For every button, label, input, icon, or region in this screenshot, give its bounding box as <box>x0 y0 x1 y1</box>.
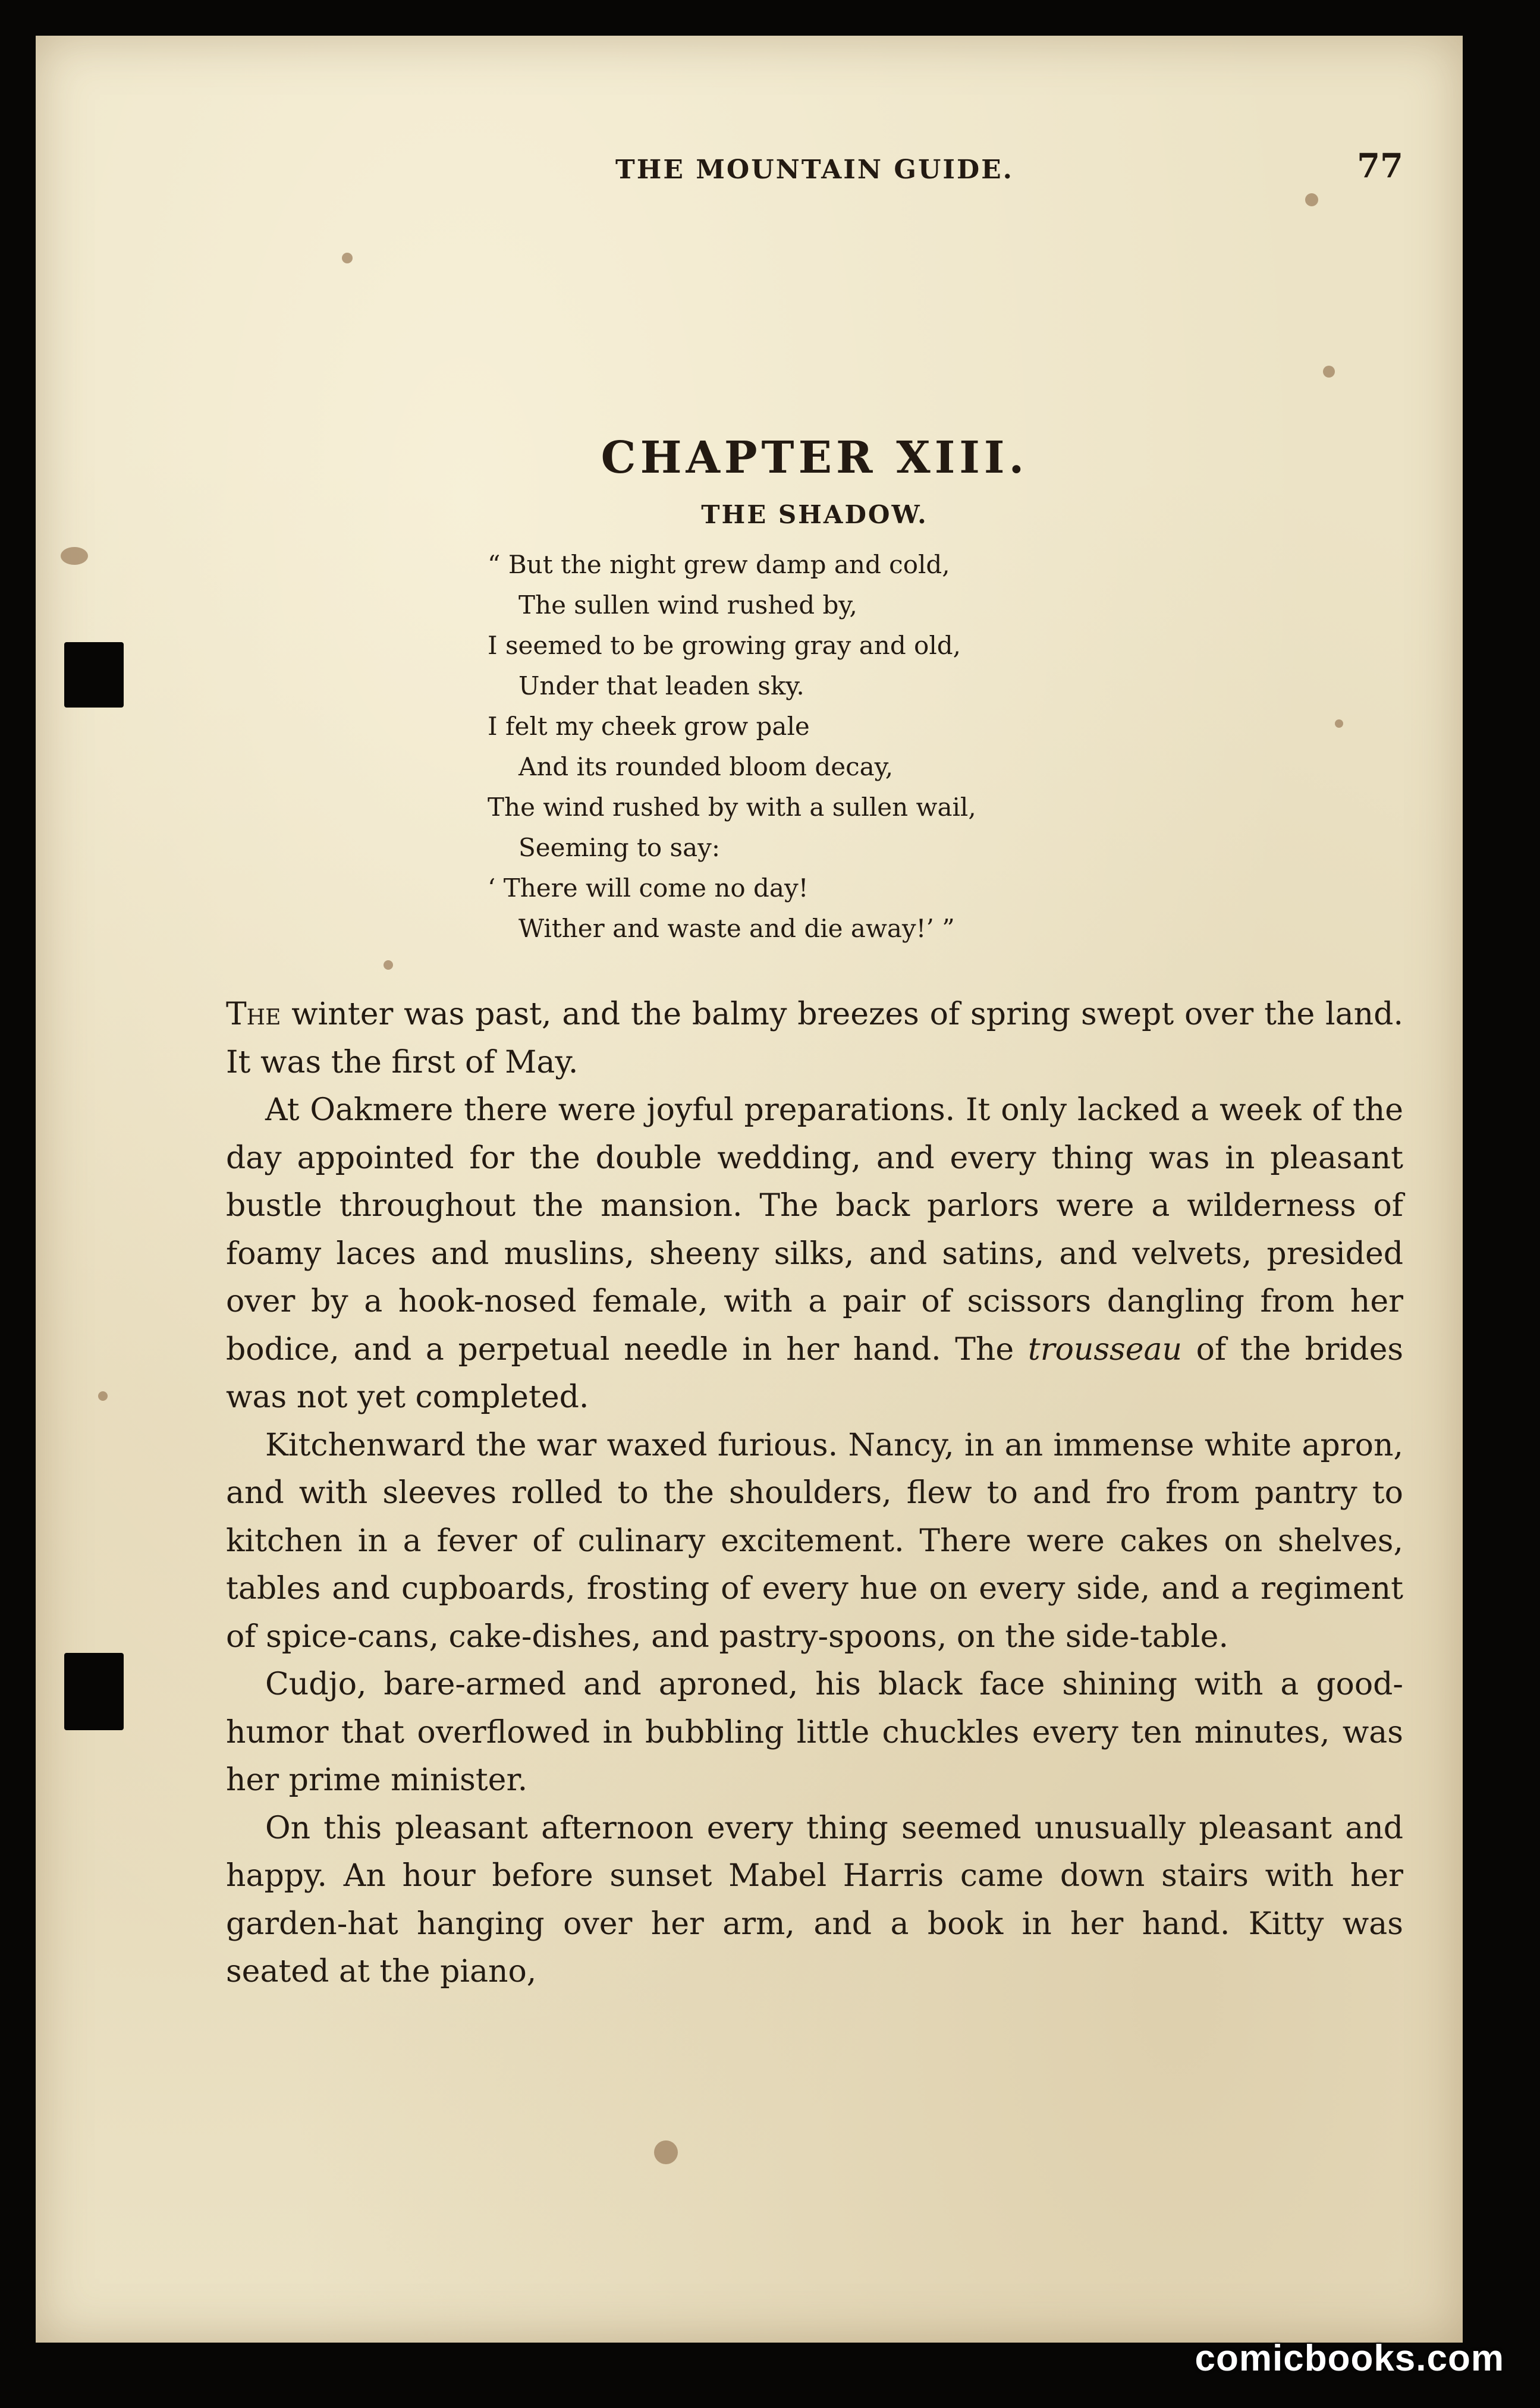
body-text <box>226 991 1403 1996</box>
italic-word: trousseau <box>1027 1331 1182 1368</box>
paragraph <box>226 1086 1403 1422</box>
epigraph-line: “ But the night grew damp and cold, <box>488 550 950 580</box>
paragraph <box>226 991 1403 1086</box>
epigraph-line: I seemed to be growing gray and old, <box>488 631 961 661</box>
book-page <box>36 36 1463 2343</box>
page-binding-notch <box>64 642 124 708</box>
paragraph: Cudjo, bare-armed and aproned, his black face shining with a good-humor that overflowed in bubbling little chuckles every ten minutes, was her prime minister. <box>226 1667 1403 1799</box>
epigraph-line: ‘ There will come no day! <box>488 873 809 903</box>
paragraph: Kitchenward the war waxed furious. Nancy, in an immense white apron, and with sleeves rolled to the shoulders, flew to and fro from pantry to kitchen in a fever of culinary excitement. There were cakes on shelves, tables and cupboards, frosting of every hue on every side, and a regiment of spice-cans, cake-dishes, and pastry-spoons, on the side-table. <box>226 1427 1403 1655</box>
paragraph-text: At Oakmere there were joyful preparations. It only lacked a week of the day appointed for the double wedding, and every thing was in pleasant bustle throughout the mansion. The back parlors were a wilderness of foamy laces and muslins, sheeny silks, and satins, and velvets, presided over by a hook-nosed female, with a pair of scissors dangling from her bodice, and a perpetual needle in her hand. The <box>226 1092 1403 1368</box>
paper-speck <box>654 2140 678 2164</box>
epigraph-line: Wither and waste and die away!’ ” <box>518 914 955 944</box>
epigraph-line: Under that leaden sky. <box>518 671 804 701</box>
running-header <box>226 143 1403 202</box>
running-title: THE MOUNTAIN GUIDE. <box>615 155 1014 185</box>
epigraph-line: And its rounded bloom decay, <box>518 752 894 782</box>
epigraph-line: The wind rushed by with a sullen wail, <box>488 793 976 822</box>
watermark: comicbooks.com <box>1195 2338 1504 2379</box>
paragraph: On this pleasant afternoon every thing seemed unusually pleasant and happy. An hour before sunset Mabel Harris came down stairs with her garden-hat hanging over her arm, and a book in her hand. Kitty was seated at the piano, <box>226 1810 1403 1990</box>
page-content <box>226 143 1403 1996</box>
epigraph-line: Seeming to say: <box>518 833 721 863</box>
paragraph-text: winter was past, and the balmy breezes of spring swept over the land. It was the first of May. <box>226 996 1403 1080</box>
epigraph-line: I felt my cheek grow pale <box>488 712 810 741</box>
page-number: 77 <box>1357 146 1403 186</box>
paragraph-lead-word: The <box>226 996 281 1033</box>
paragraph-text: of the brides was not yet completed. <box>226 1331 1404 1416</box>
chapter-title: CHAPTER XIII. <box>601 432 1029 483</box>
epigraph-poem <box>488 545 1320 949</box>
paper-speck <box>61 547 88 565</box>
page-binding-notch <box>64 1653 124 1730</box>
paper-speck <box>98 1391 108 1401</box>
epigraph-line: The sullen wind rushed by, <box>518 590 857 620</box>
chapter-subtitle: THE SHADOW. <box>701 500 928 530</box>
